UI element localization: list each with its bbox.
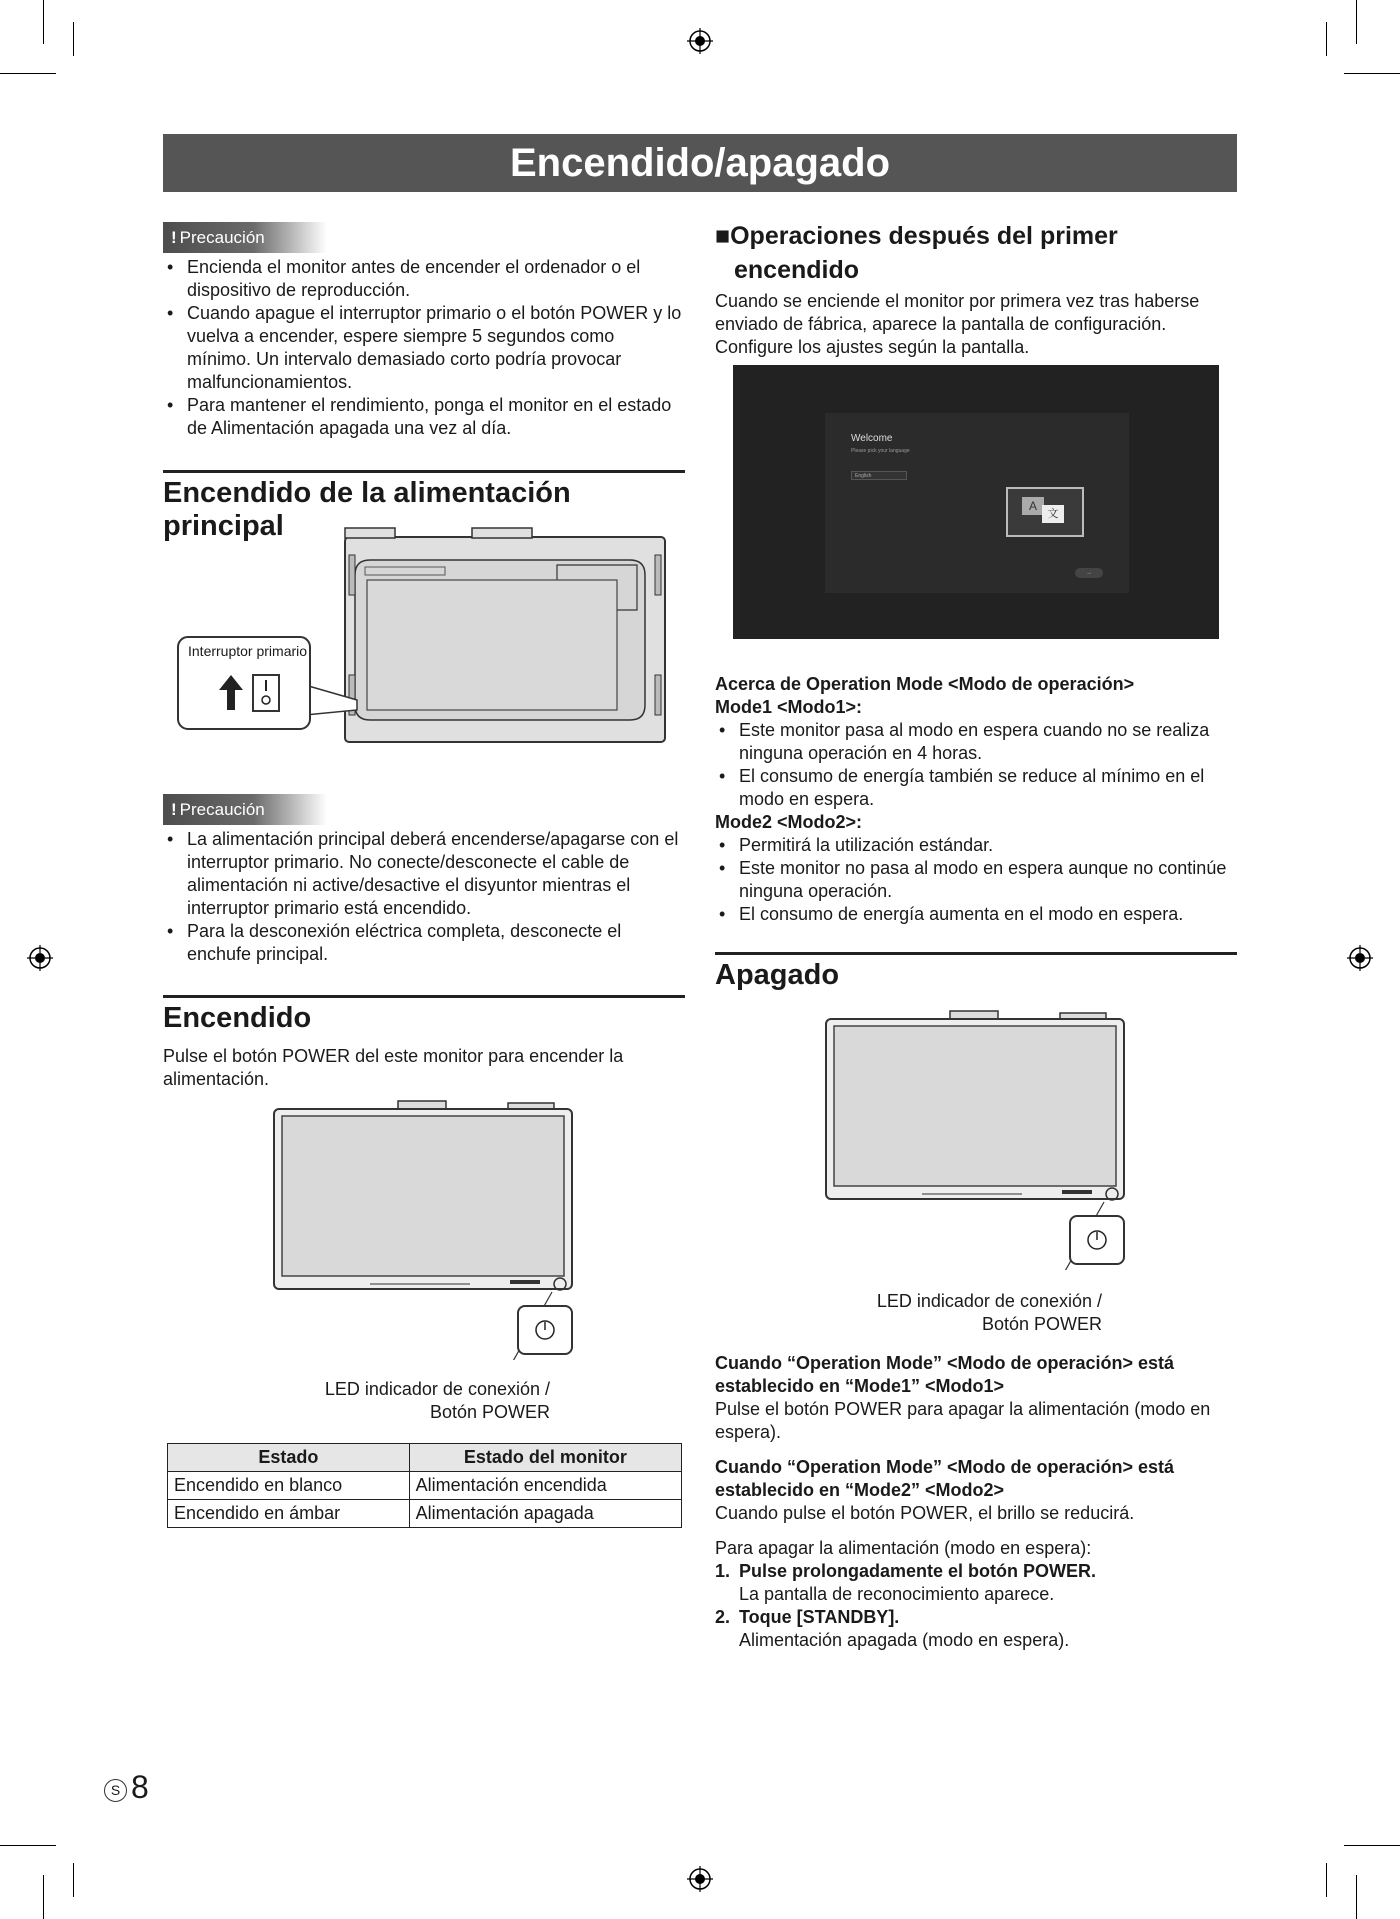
- operation-mode-heading: Acerca de Operation Mode <Modo de operación>: [715, 674, 1135, 694]
- page-number: 8: [131, 1769, 149, 1805]
- monitor-back-illustration: [175, 525, 675, 745]
- step-item: [715, 1606, 1235, 1652]
- step-item: [715, 1560, 1235, 1606]
- list-item: • El consumo de energía aumenta en el modo en espera.: [715, 903, 1237, 926]
- list-item: • Este monitor pasa al modo en espera cuando no se realiza ninguna operación en 4 horas.: [715, 719, 1237, 765]
- list-item: • Permitirá la utilización estándar.: [715, 834, 1237, 857]
- table-cell: Encendido en ámbar: [168, 1500, 410, 1528]
- list-item: • Este monitor no pasa al modo en espera aunque no continúe ninguna operación.: [715, 857, 1237, 903]
- monitor-front-illustration: [270, 1100, 590, 1360]
- page-title: Encendido/apagado: [163, 134, 1237, 192]
- list-item: • Para la desconexión eléctrica completa, desconecte el enchufe principal.: [163, 920, 687, 966]
- crop-mark: [73, 22, 74, 56]
- language-icon: [1006, 487, 1084, 537]
- welcome-title: Welcome: [851, 433, 893, 444]
- welcome-subtitle: Please pick your language: [851, 448, 910, 454]
- step-title: Toque [STANDBY].: [739, 1607, 900, 1627]
- status-table: [167, 1443, 682, 1528]
- table-header: Estado del monitor: [409, 1444, 681, 1472]
- section-heading: Encendido: [163, 995, 685, 1035]
- crop-mark: [1326, 1863, 1327, 1897]
- table-row: [168, 1472, 682, 1500]
- language-dropdown[interactable]: English: [851, 471, 907, 480]
- monitor-front-illustration: [822, 1010, 1142, 1270]
- crop-mark: [43, 0, 44, 44]
- list-item: • El consumo de energía también se reduce al mínimo en el modo en espera.: [715, 765, 1237, 811]
- caution-text: Precaución: [179, 800, 265, 819]
- crop-mark: [0, 1845, 56, 1846]
- table-header: Estado: [168, 1444, 410, 1472]
- registration-mark-icon: [687, 1866, 713, 1892]
- step-number: 1.: [715, 1561, 731, 1581]
- heading-line: ■Operaciones después del primer: [715, 222, 1118, 250]
- lang-a-glyph: A: [1022, 497, 1044, 515]
- led-caption: [270, 1378, 550, 1424]
- warning-icon: !: [171, 800, 177, 819]
- section-heading: [715, 219, 1235, 287]
- paragraph: Para apagar la alimentación (modo en espera):: [715, 1538, 1092, 1558]
- crop-mark: [73, 1863, 74, 1897]
- setup-screen: [733, 365, 1219, 639]
- table-cell: Encendido en blanco: [168, 1472, 410, 1500]
- crop-mark: [1344, 1845, 1400, 1846]
- mode1-off-heading: Cuando “Operation Mode” <Modo de operación> está establecido en “Mode1” <Modo1>: [715, 1353, 1175, 1396]
- mode2-list: [715, 834, 1237, 926]
- led-caption: [822, 1290, 1102, 1336]
- language-badge: S: [104, 1779, 127, 1802]
- lang-b-glyph: 文: [1042, 505, 1064, 523]
- list-item: • La alimentación principal deberá encenderse/apagarse con el interruptor primario. No conecte/desconecte el cable de alimentación ni active/desactive el disyuntor mientras el interruptor primario está encendido.: [163, 828, 687, 920]
- heading-line: encendido: [734, 256, 860, 284]
- caution-list: [163, 256, 683, 440]
- mode1-label: Mode1 <Modo1>:: [715, 697, 863, 717]
- registration-mark-icon: [1347, 945, 1373, 971]
- list-item: • Encienda el monitor antes de encender el ordenador o el dispositivo de reproducción.: [163, 256, 683, 302]
- mode1-list: [715, 719, 1237, 811]
- paragraph: Pulse el botón POWER para apagar la alimentación (modo en espera).: [715, 1399, 1211, 1442]
- list-item: • Cuando apague el interruptor primario o el botón POWER y lo vuelva a encender, espere siempre 5 segundos como mínimo. Un intervalo demasiado corto podría provocar malfuncionamientos.: [163, 302, 683, 394]
- crop-mark: [1326, 22, 1327, 56]
- mode2-off-heading: Cuando “Operation Mode” <Modo de operación> está establecido en “Mode2” <Modo2>: [715, 1457, 1175, 1500]
- caution-label: [163, 222, 327, 253]
- crop-mark: [1344, 73, 1400, 74]
- caption-line: LED indicador de conexión /: [324, 1379, 550, 1399]
- step-detail: Alimentación apagada (modo en espera).: [739, 1630, 1070, 1650]
- next-button[interactable]: →: [1075, 568, 1103, 578]
- caption-line: Botón POWER: [981, 1314, 1102, 1334]
- crop-mark: [0, 73, 56, 74]
- paragraph: Pulse el botón POWER del este monitor para encender la alimentación.: [163, 1046, 624, 1089]
- list-item: • Para mantener el rendimiento, ponga el monitor en el estado de Alimentación apagada una vez al día.: [163, 394, 683, 440]
- table-cell: Alimentación encendida: [409, 1472, 681, 1500]
- table-row: [168, 1500, 682, 1528]
- mode2-label: Mode2 <Modo2>:: [715, 812, 863, 832]
- crop-mark: [43, 1875, 44, 1919]
- caution-label: [163, 794, 327, 825]
- step-number: 2.: [715, 1607, 731, 1627]
- crop-mark: [1356, 0, 1357, 44]
- registration-mark-icon: [687, 28, 713, 54]
- section-heading: Encendido de la alimentación principal: [163, 470, 685, 543]
- step-detail: La pantalla de reconocimiento aparece.: [739, 1584, 1055, 1604]
- caption-line: LED indicador de conexión /: [876, 1291, 1102, 1311]
- caption-line: Botón POWER: [429, 1402, 550, 1422]
- registration-mark-icon: [27, 945, 53, 971]
- step-title: Pulse prolongadamente el botón POWER.: [739, 1561, 1097, 1581]
- caution-text: Precaución: [179, 228, 265, 247]
- warning-icon: !: [171, 228, 177, 247]
- table-cell: Alimentación apagada: [409, 1500, 681, 1528]
- paragraph: Cuando se enciende el monitor por primera vez tras haberse enviado de fábrica, aparece la pantalla de configuración. Configure los ajustes según la pantalla.: [715, 291, 1200, 357]
- setup-dialog: [825, 413, 1129, 593]
- step-list: [715, 1560, 1235, 1652]
- caution-list: [163, 828, 687, 966]
- callout-label: Interruptor primario: [188, 643, 308, 659]
- crop-mark: [1356, 1875, 1357, 1919]
- paragraph: Cuando pulse el botón POWER, el brillo se reducirá.: [715, 1503, 1135, 1523]
- section-heading: Apagado: [715, 952, 1237, 992]
